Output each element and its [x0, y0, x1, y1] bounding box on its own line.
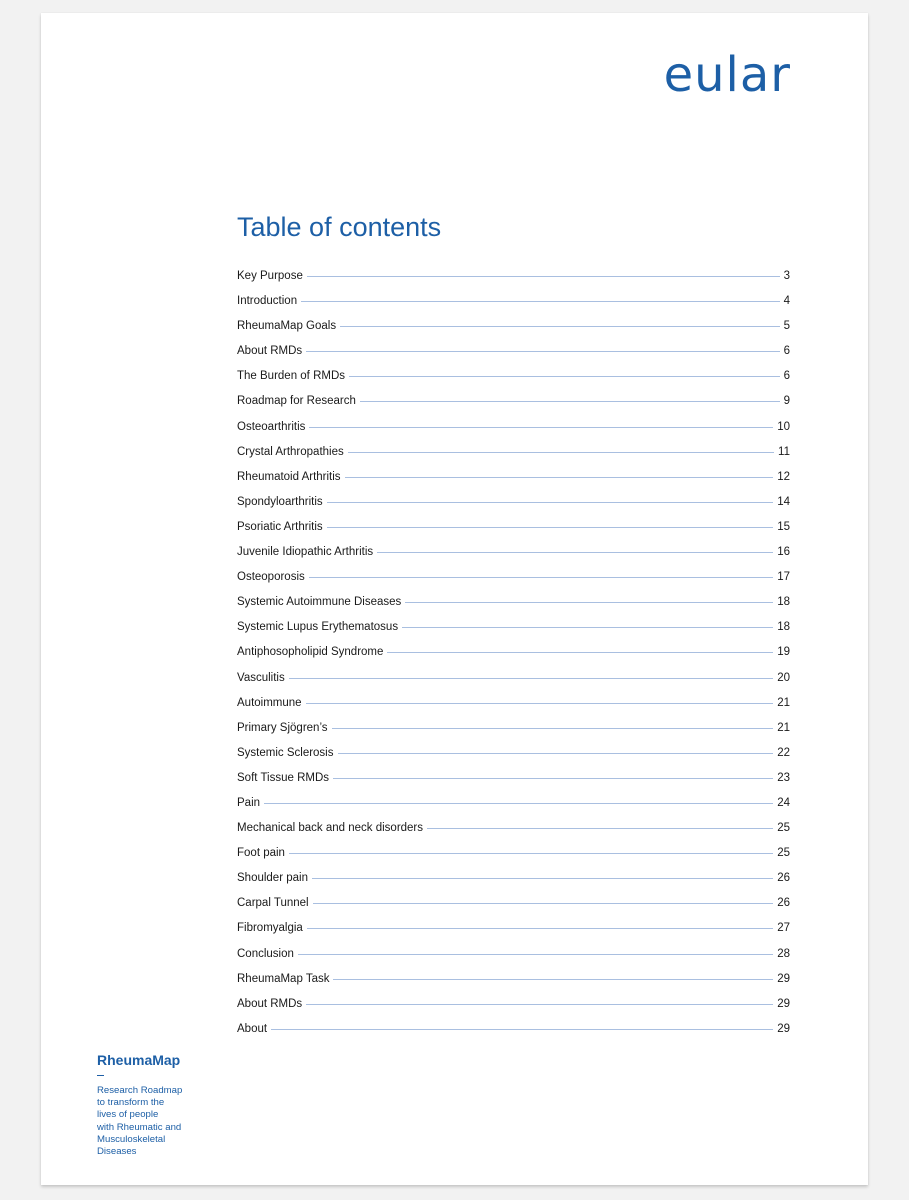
- toc-leader-line: [348, 452, 774, 453]
- toc-leader-line: [332, 728, 774, 729]
- toc-entry[interactable]: [237, 747, 790, 772]
- toc-leader-line: [307, 276, 780, 277]
- toc-entry-page-number: 29: [777, 1022, 790, 1035]
- toc-entry-page-number: 21: [777, 696, 790, 709]
- toc-leader-line: [333, 778, 773, 779]
- toc-entry-label: Vasculitis: [237, 671, 285, 684]
- toc-entry-page-number: 21: [777, 721, 790, 734]
- toc-entry-page-number: 4: [783, 295, 790, 308]
- footer-tagline-line: Diseases: [97, 1146, 137, 1158]
- toc-list: [237, 270, 790, 1048]
- toc-entry-label: Crystal Arthropathies: [237, 445, 344, 458]
- toc-entry-label: Psoriatic Arthritis: [237, 520, 323, 533]
- footer-tagline-line: Research Roadmap: [97, 1084, 183, 1096]
- toc-entry-label: Systemic Lupus Erythematosus: [237, 621, 399, 634]
- toc-entry[interactable]: [237, 320, 790, 345]
- toc-leader-line: [387, 652, 773, 653]
- toc-entry-page-number: 10: [777, 420, 790, 433]
- toc-entry[interactable]: [237, 897, 790, 922]
- toc-entry[interactable]: [237, 646, 790, 671]
- toc-leader-line: [377, 552, 773, 553]
- toc-leader-line: [345, 477, 774, 478]
- toc-entry-label: RheumaMap Task: [237, 972, 330, 985]
- toc-entry[interactable]: [237, 797, 790, 822]
- footer-tagline-line: to transform the: [97, 1097, 165, 1109]
- toc-entry-page-number: 5: [783, 320, 790, 333]
- toc-entry[interactable]: [237, 295, 790, 320]
- document-page: [41, 13, 868, 1185]
- toc-entry-label: Spondyloarthritis: [237, 495, 323, 508]
- toc-entry-label: Introduction: [237, 295, 298, 308]
- toc-entry-page-number: 11: [778, 445, 790, 458]
- toc-entry-label: Systemic Autoimmune Diseases: [237, 596, 402, 609]
- toc-entry-label: Juvenile Idiopathic Arthritis: [237, 546, 374, 559]
- footer-brand: RheumaMap: [97, 1052, 181, 1068]
- toc-entry-label: About RMDs: [237, 997, 303, 1010]
- toc-leader-line: [309, 577, 773, 578]
- toc-entry-page-number: 3: [783, 270, 790, 282]
- toc-entry[interactable]: [237, 998, 790, 1023]
- toc-entry[interactable]: [237, 922, 790, 947]
- toc-entry-label: Antiphosopholipid Syndrome: [237, 646, 384, 659]
- toc-entry[interactable]: [237, 722, 790, 747]
- toc-entry-page-number: 29: [777, 997, 790, 1010]
- toc-entry-page-number: 23: [777, 771, 790, 784]
- toc-entry-label: Fibromyalgia: [237, 922, 303, 935]
- toc-entry[interactable]: [237, 822, 790, 847]
- toc-entry[interactable]: [237, 596, 790, 621]
- toc-entry[interactable]: [237, 1023, 790, 1048]
- toc-entry-page-number: 28: [777, 947, 790, 960]
- toc-entry-label: Shoulder pain: [237, 872, 308, 885]
- footer-tagline-line: lives of people: [97, 1109, 159, 1121]
- toc-entry-page-number: 19: [777, 646, 790, 659]
- toc-entry-label: Roadmap for Research: [237, 395, 356, 408]
- toc-leader-line: [301, 301, 779, 302]
- toc-entry[interactable]: [237, 948, 790, 973]
- toc-entry-page-number: 26: [777, 872, 790, 885]
- toc-entry-page-number: 17: [777, 571, 790, 584]
- toc-entry-page-number: 9: [783, 395, 790, 408]
- toc-entry[interactable]: [237, 446, 790, 471]
- toc-entry[interactable]: [237, 672, 790, 697]
- toc-entry[interactable]: [237, 772, 790, 797]
- toc-entry[interactable]: [237, 270, 790, 295]
- toc-entry[interactable]: [237, 872, 790, 897]
- toc-entry[interactable]: [237, 521, 790, 546]
- toc-entry[interactable]: [237, 847, 790, 872]
- toc-entry-label: Osteoarthritis: [237, 420, 306, 433]
- toc-entry[interactable]: [237, 496, 790, 521]
- toc-entry-page-number: 27: [777, 922, 790, 935]
- toc-entry-page-number: 6: [783, 345, 790, 358]
- toc-entry-page-number: 14: [777, 495, 790, 508]
- toc-entry-page-number: 24: [777, 796, 790, 809]
- toc-entry-page-number: 20: [777, 671, 790, 684]
- toc-entry-label: Rheumatoid Arthritis: [237, 470, 341, 483]
- footer-tagline: [97, 1085, 217, 1159]
- eular-logo: eular: [663, 47, 791, 103]
- toc-entry-label: Pain: [237, 796, 261, 809]
- toc-entry[interactable]: [237, 621, 790, 646]
- toc-title: Table of contents: [237, 212, 442, 242]
- toc-leader-line: [360, 401, 780, 402]
- toc-leader-line: [298, 954, 773, 955]
- toc-entry-label: The Burden of RMDs: [237, 370, 346, 383]
- toc-entry-label: About RMDs: [237, 345, 303, 358]
- toc-entry-page-number: 22: [777, 746, 790, 759]
- toc-entry[interactable]: [237, 421, 790, 446]
- toc-entry-page-number: 18: [777, 621, 790, 634]
- toc-leader-line: [271, 1029, 773, 1030]
- toc-entry-label: Osteoporosis: [237, 571, 305, 584]
- toc-entry-page-number: 6: [783, 370, 790, 383]
- toc-entry[interactable]: [237, 973, 790, 998]
- toc-entry-label: RheumaMap Goals: [237, 320, 337, 333]
- toc-entry-page-number: 25: [777, 822, 790, 835]
- toc-leader-line: [306, 1004, 773, 1005]
- toc-entry[interactable]: [237, 395, 790, 420]
- toc-entry-page-number: 29: [777, 972, 790, 985]
- toc-entry-label: About: [237, 1022, 268, 1035]
- toc-entry-label: Primary Sjögren’s: [237, 721, 328, 734]
- toc-entry[interactable]: [237, 345, 790, 370]
- toc-leader-line: [405, 602, 773, 603]
- toc-entry[interactable]: [237, 546, 790, 571]
- toc-leader-line: [333, 979, 773, 980]
- toc-leader-line: [313, 903, 774, 904]
- toc-leader-line: [307, 928, 773, 929]
- toc-leader-line: [340, 326, 780, 327]
- toc-entry-page-number: 25: [777, 847, 790, 860]
- toc-entry-label: Carpal Tunnel: [237, 897, 309, 910]
- toc-entry-label: Foot pain: [237, 847, 285, 860]
- footer-divider: [97, 1075, 104, 1076]
- toc-entry[interactable]: [237, 471, 790, 496]
- toc-leader-line: [264, 803, 773, 804]
- footer-tagline-line: Musculoskeletal: [97, 1133, 166, 1145]
- toc-leader-line: [289, 678, 773, 679]
- toc-leader-line: [327, 502, 774, 503]
- footer-branding: [97, 1052, 217, 1159]
- toc-leader-line: [327, 527, 774, 528]
- toc-leader-line: [427, 828, 773, 829]
- toc-entry-page-number: 12: [777, 470, 790, 483]
- footer-tagline-line: with Rheumatic and: [97, 1121, 182, 1133]
- toc-entry-page-number: 26: [777, 897, 790, 910]
- toc-leader-line: [402, 627, 773, 628]
- toc-entry-label: Mechanical back and neck disorders: [237, 822, 424, 835]
- toc-entry-label: Systemic Sclerosis: [237, 746, 334, 759]
- toc-entry-label: Conclusion: [237, 947, 294, 960]
- toc-entry-label: Autoimmune: [237, 696, 302, 709]
- toc-leader-line: [309, 427, 773, 428]
- toc-leader-line: [349, 376, 780, 377]
- toc-entry[interactable]: [237, 571, 790, 596]
- toc-leader-line: [289, 853, 773, 854]
- toc-leader-line: [312, 878, 773, 879]
- toc-leader-line: [338, 753, 774, 754]
- toc-entry-page-number: 16: [777, 546, 790, 559]
- toc-entry-label: Key Purpose: [237, 270, 303, 282]
- toc-entry[interactable]: [237, 370, 790, 395]
- toc-entry-label: Soft Tissue RMDs: [237, 771, 330, 784]
- toc-leader-line: [306, 351, 779, 352]
- toc-entry-page-number: 15: [777, 520, 790, 533]
- toc-entry-page-number: 18: [777, 596, 790, 609]
- toc-leader-line: [306, 703, 774, 704]
- toc-entry[interactable]: [237, 697, 790, 722]
